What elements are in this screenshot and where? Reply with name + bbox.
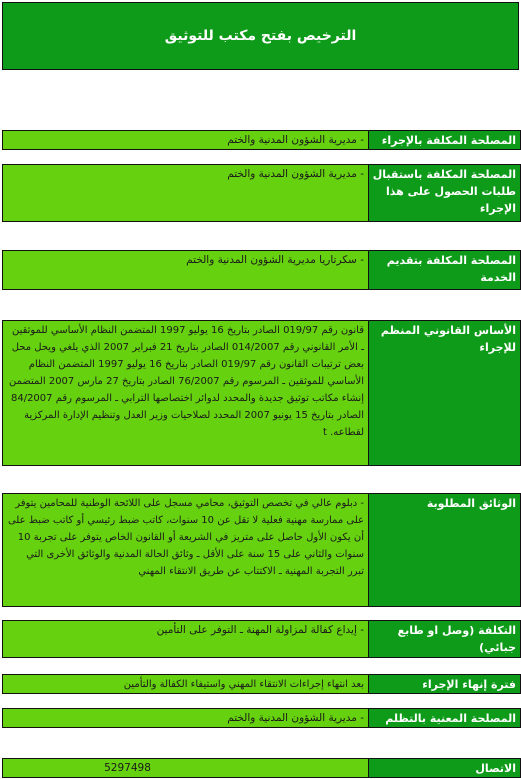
row-label: المصلحة المكلفة بتقديم الخدمة <box>368 251 520 289</box>
row-value: - مديرية الشؤون المدنية والختم <box>3 709 368 727</box>
row-responsible-service <box>2 130 521 150</box>
row-value: - دبلوم عالي في تخصص التوثيق، محامي مسجل على اللائحة الوطنية للمحامين يتوفر على ممارسة مهنية فعلية لا تقل عن 10 سنوات، كاتب ضبط رئيسي أو كاتب ضبط على أن يكون الأول حاصل على متريز في الشريعة أو القانون الخاص يتوفر على تجربة 10 سنوات والثاني على 15 سنة على الأقل ـ وثائق الحالة المدنية والوثائق الأخرى التي تبرر التجربة المهنية ـ الاكتتاب عن طريق الانتقاء المهني <box>3 494 368 606</box>
row-grievance-service <box>2 708 521 728</box>
row-contact <box>2 758 521 778</box>
row-value: - إيداع كفالة لمزاولة المهنة ـ التوفر على التأمين <box>3 621 368 657</box>
row-label: الأساس القانوني المنظم للإجراء <box>368 321 520 465</box>
row-label: المصلحة المكلفة باستقبال طلبات الحصول على هذا الإجراء <box>368 165 520 221</box>
row-value: قانون رقم 019/97 الصادر بتاريخ 16 يوليو 1997 المتضمن النظام الأساسي للموثقين ـ الأمر القانوني رقم 014/2007 الصادر بتاريخ 21 فبراير 2007 الذي يلغي ويحل محل بعض ترتيبات القانون رقم 019/97 الصادر بتاريخ 16 يوليو 1997 المتضمن النظام الأساسي للموثقين ـ المرسوم رقم 76/2007 الصادر بتاريخ 27 مارس 2007 المتضمن إنشاء مكاتب توثيق جديدة والمحدد لدوائر اختصاصها الترابي ـ المرسوم رقم 84/2007 الصادر بتاريخ 15 يونيو 2007 المحدد لصلاحيات وزير العدل وتنظيم الإدارة المركزية لقطاعه. t <box>3 321 368 465</box>
row-value: - مديرية الشؤون المدنية والختم <box>3 131 368 149</box>
row-label: فترة إنهاء الإجراء <box>368 675 520 693</box>
row-completion-period <box>2 674 521 694</box>
page-title: الترخيص بفتح مكتب للتوثيق <box>2 2 519 70</box>
row-label: الاتصال <box>368 759 520 777</box>
row-label: الوثائق المطلوبة <box>368 494 520 606</box>
row-value: بعد انتهاء إجراءات الانتقاء المهني واستيفاء الكفالة والتأمين <box>3 675 368 693</box>
row-service-provider <box>2 250 521 290</box>
row-label: التكلفة (وصل او طابع جبائي) <box>368 621 520 657</box>
row-label: المصلحة المعنية بالتظلم <box>368 709 520 727</box>
row-reception-service <box>2 164 521 222</box>
contact-phone: 5297498 <box>3 759 368 777</box>
row-required-documents <box>2 493 521 607</box>
row-label: المصلحة المكلفة بالإجراء <box>368 131 520 149</box>
row-cost <box>2 620 521 658</box>
row-value: - سكرتاريا مديرية الشؤون المدنية والختم <box>3 251 368 289</box>
row-legal-basis <box>2 320 521 466</box>
row-value: - مديرية الشؤون المدنية والختم <box>3 165 368 221</box>
